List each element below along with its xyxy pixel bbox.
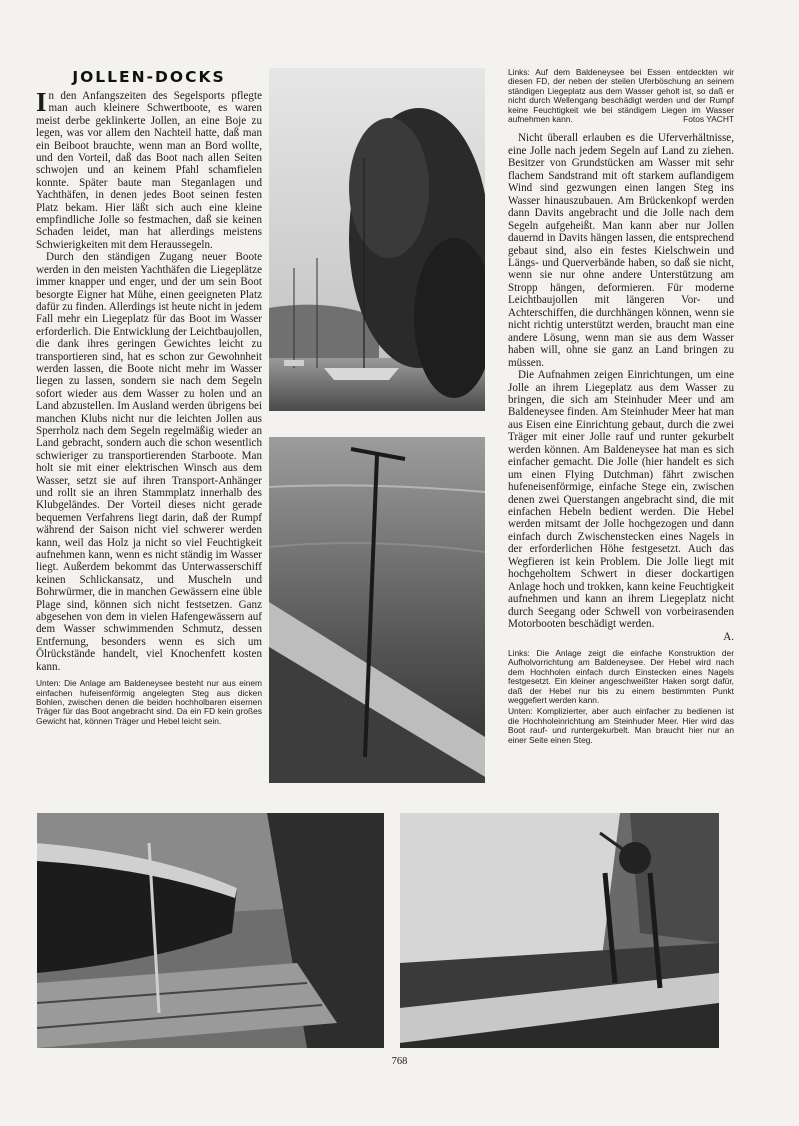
drop-cap: I	[36, 87, 47, 117]
right-column	[508, 68, 734, 745]
caption-bottom-left: Unten: Die Anlage am Baldeneysee besteht nur aus einem einfachen hufeisenförmig angelegten Steg aus dicken Bohlen, zwischen denen die beiden hochholbaren eisernen Träger für das Boot angebracht sind. Da ein FD kein großes Gewicht hat, können Träger und Hebel leicht sein.	[36, 678, 262, 726]
paragraph-1-text: n den Anfangszeiten des Segelsports pflegte man auch kleinere Schwertboote, es waren meist derbe geklinkerte Jollen, an eine Boje zu legen, was vor allem den Nachteil hatte, daß man ein Beiboot brauchte, wenn man an Bord wollte, und den Vorteil, daß das Boot nach allen Seiten schwojen und an keinem Pfahl schamfielen konnte. Später baute man Steganlagen und Yachthäfen, in denen jedes Boot seinen festen Platz bekam. Hier läßt sich auch eine kleine empfindliche Jolle so festmachen, daß sie keinen Schaden leidet, man hat allerdings meistens Schwierigkeiten mit dem Heraussegeln.	[36, 90, 262, 251]
photo-credit: Fotos YACHT	[683, 114, 734, 125]
page-number: 768	[391, 1056, 408, 1067]
left-column	[36, 68, 262, 726]
author-signature: A.	[723, 630, 734, 643]
article-title: JOLLEN-DOCKS	[72, 68, 226, 86]
caption-right-1: Links: Die Anlage zeigt die einfache Konstruktion der Aufholvorrichtung am Baldeneysee. Der Hebel wird nach dem Hochholen einfach durch Einstecken eines Nagels festgesetzt. Ein kleiner angeschweißter Haken sorgt dafür, daß der Hebel nur bis zu einem bestimmten Punkt weggefiert werden kann.	[508, 648, 734, 706]
paragraph-2: Durch den ständigen Zugang neuer Boote werden in den meisten Yachthäfen die Liegeplätze immer knapper und enger, und der um sein Boot besorgte Eigner hat Mühe, einen geeigneten Platz dafür zu finden. Allerdings ist heute nicht in jedem Fall mehr ein Liegeplatz für das Boot im Wasser erforderlich. Die Entwicklung der Leichtbaujollen, die dank ihres geringen Gewichtes leicht zu transportieren sind, hat es schon zur Gewohnheit werden lassen, die Boote nicht mehr im Wasser liegen zu lassen, sondern sie nach dem Segeln sofort wieder aus dem Wasser zu holen und an Land abzustellen. Im Ausland werden übrigens bei manchen Klubs nicht nur die leichten Jollen aus Sperrholz nach dem Segeln regelmäßig wieder an Land gebracht, sondern auch die schon wesentlich schwieriger zu transportierenden Starboote. Man holt sie mit einer elektrischen Winsch aus dem Wasser, setzt sie auf ihren Transport-Anhänger und rollt sie an ihren Stammplatz innerhalb des Klubgeländes. Der Vorteil dieses nicht gerade bequemen Verfahrens liegt darin, daß der Rumpf während der Saison nicht viel schwerer werden kann, weil das Holz ja nicht so viel Feuchtigkeit aufnehmen kann, wenn es nicht ständig im Wasser liegt. Außerdem bekommt das Unterwasserschiff keinen Schlickansatz, und Muscheln und Bohrwürmer, die in manchen Gewässern eine üble Plage sind, können sich nicht festsetzen. Ganz abgesehen von dem in vielen Hafengewässern auf dem Wasser schwimmenden Schmutz, dessen Entfernung, besonders wenn es sich um Ölrückstände handelt, viel Knochenfett kosten kann.	[36, 251, 262, 673]
paragraph-1	[36, 87, 262, 251]
paragraph-3: Nicht überall erlauben es die Uferverhältnisse, eine Jolle nach jedem Segeln auf Land zu ziehen. Besitzer von Grundstücken am Wasser mit sehr flachem Sandstrand mit oft starkem auflandigem Wind sind gezwungen einen langen Steg ins Wasser hinauszubauen. Am Brückenkopf werden dann Davits angebracht und die Jolle nach dem Segeln aufgeheißt. Man kann aber nur Jollen dauernd in Davits hängen lassen, die entsprechend gebaut sind, also ein festes Kielschwein und Längs- und Querverbände haben, so daß sie nicht, wenn sie nur ohne andere Unterstützung am Stropp hängen, deformieren. Für moderne Leichtbaujollen mit längeren Vor- und Achterschiffen, die durchhängen können, wenn sie nicht richtig unterstützt werden, braucht man eine andere Lösung, wenn man sie aus dem Wasser haben will, ohne sie ganz an Land bringen zu müssen.	[508, 132, 734, 369]
paragraph-4: Die Aufnahmen zeigen Einrichtungen, um eine Jolle an ihrem Liegeplatz aus dem Wasser zu bringen, die sich am Steinhuder Meer und am Baldeneysee finden. Am Steinhuder Meer hat man aus Eisen eine Einrichtung gebaut, durch die zwei Träger mit einer Jolle rauf und runter gekurbelt werden können. Am Baldeneysee hat man es sich einfacher gemacht. Die Jolle (hier handelt es sich um einen Flying Dutchman) fährt zwischen hufeneisenförmige, einfache Stege ein, zwischen denen zwei Querstangen angebracht sind, die mit einfachen Hebeln bedient werden. Die Hebel werden mitsamt der Jolle hochgezogen und dann einfach durch Zwischenstecken eines Nagels in der erforderlichen Höhe festgesetzt. Auch das Wegfieren ist kein Problem. Die Jolle liegt mit hochgeholtem Schwert in dieser dockartigen Anlage hoch und trokken, kann keine Feuchtigkeit aufnehmen und kann an ihrem Liegeplatz nicht durch Seegang oder Schwell von vorbeirasenden Motorbooten beschädigt werden.	[508, 369, 734, 631]
caption-right-2: Unten: Komplizierter, aber auch einfacher zu bedienen ist die Hochholeinrichtung am Steinhuder Meer. Hier wird das Boot rauf- und runtergekurbelt. Man braucht hier nur an einer Seite einen Steg.	[508, 706, 734, 745]
photo-crank-mechanism	[400, 813, 719, 1048]
photo-lake-trees	[269, 68, 485, 411]
photo-boat-dock	[37, 813, 384, 1048]
photo-lever-dock	[269, 437, 485, 783]
caption-top-right	[508, 68, 734, 124]
caption-top-right-text: Links: Auf dem Baldeneysee bei Essen entdeckten wir diesen FD, der neben der steilen Uferböschung an seinem ständigen Liegeplatz aus dem Wasser geholt ist, so daß er nicht durch Wellengang beschädigt werden und der Rumpf keine Feuchtigkeit wie bei ständigem Liegen im Wasser aufnehmen kann.	[508, 67, 734, 125]
